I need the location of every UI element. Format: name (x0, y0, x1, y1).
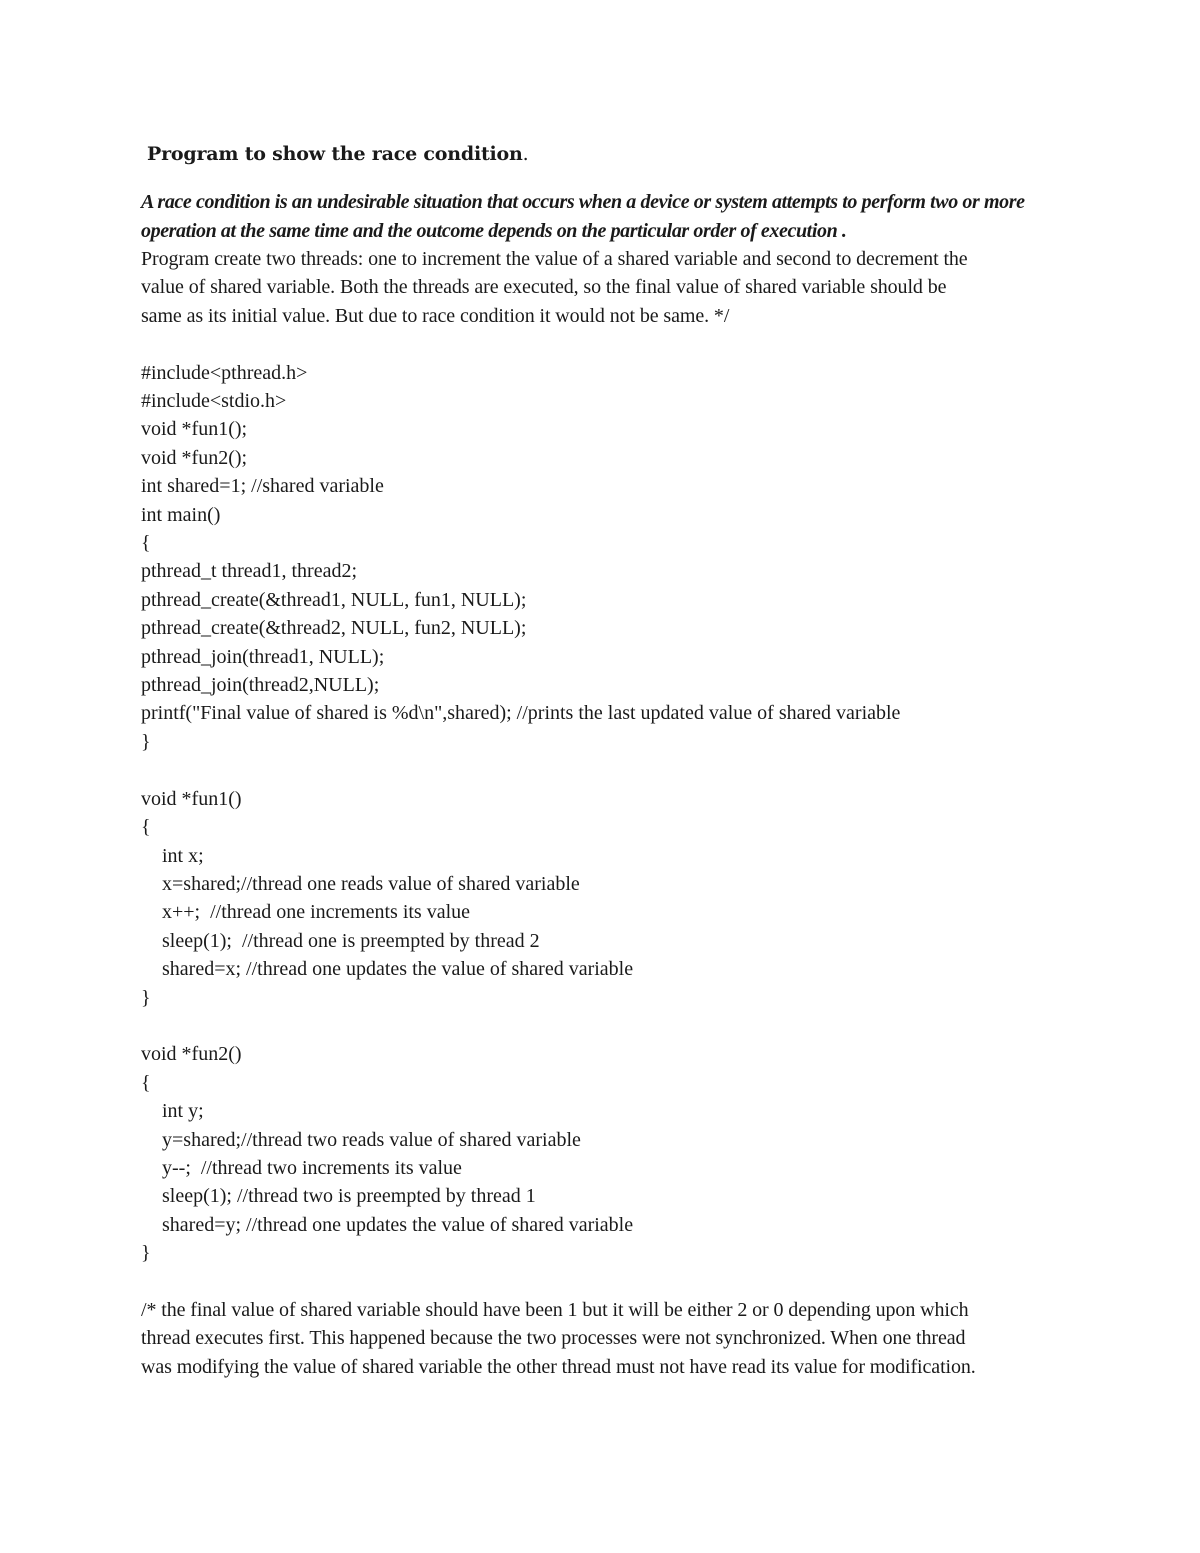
description-line: Program create two threads: one to increment the value of a shared variable and second to decrement the (141, 248, 968, 270)
code-line: #include<stdio.h> (141, 390, 287, 413)
program-description (141, 245, 1071, 330)
code-line: void *fun1(); (141, 418, 248, 441)
title-period: . (522, 143, 529, 165)
code-main (141, 359, 1071, 757)
description-line: value of shared variable. Both the threads are executed, so the final value of shared variable should be (141, 276, 947, 299)
code-line: pthread_join(thread2,NULL); (141, 674, 380, 697)
title-text: Program to show the race condition (147, 143, 523, 165)
code-line: sleep(1); //thread one is preempted by thread 2 (162, 929, 540, 952)
open-brace: { (141, 816, 151, 839)
code-line: x=shared;//thread one reads value of shared variable (162, 872, 580, 895)
conclusion-line: was modifying the value of shared variable the other thread must not have read its value for modification. (141, 1355, 976, 1378)
code-fun2 (141, 1040, 1071, 1267)
code-line: pthread_join(thread1, NULL); (141, 645, 385, 668)
description-line: same as its initial value. But due to race condition it would not be same. */ (141, 304, 730, 327)
code-line: sleep(1); //thread two is preempted by thread 1 (162, 1185, 536, 1208)
close-brace: } (141, 986, 151, 1009)
code-fun1 (141, 785, 1071, 1012)
conclusion-line: thread executes first. This happened because the two processes were not synchronized. When one thread (141, 1327, 966, 1350)
conclusion-line: /* the final value of shared variable should have been 1 but it will be either 2 or 0 depending upon which (141, 1298, 969, 1321)
function-signature: void *fun2() (141, 1043, 242, 1066)
close-brace: } (141, 1242, 151, 1265)
open-brace: { (141, 1071, 151, 1094)
code-line: } (141, 730, 151, 753)
code-line: y--; //thread two increments its value (162, 1156, 462, 1179)
code-line: pthread_create(&thread1, NULL, fun1, NULL); (141, 588, 527, 611)
code-line: shared=x; //thread one updates the value of shared variable (162, 958, 634, 981)
function-signature: void *fun1() (141, 787, 242, 810)
code-line: { (141, 532, 151, 555)
code-line: int y; (162, 1100, 204, 1123)
code-line: int x; (162, 844, 204, 867)
code-line: int shared=1; //shared variable (141, 475, 384, 498)
document-title (147, 140, 1071, 168)
code-line: pthread_t thread1, thread2; (141, 560, 358, 583)
race-condition-definition: A race condition is an undesirable situation that occurs when a device or system attempts to perform two or more operation at the same time and the outcome depends on the particular order of execution . (141, 191, 1025, 242)
code-line: shared=y; //thread one updates the value of shared variable (162, 1213, 634, 1236)
code-line: x++; //thread one increments its value (162, 901, 471, 924)
code-line: void *fun2(); (141, 446, 248, 469)
code-line: y=shared;//thread two reads value of shared variable (162, 1128, 581, 1151)
code-line: printf("Final value of shared is %d\n",shared); //prints the last updated value of shared variable (141, 702, 901, 725)
document-page (141, 140, 1071, 1381)
conclusion-comment (141, 1296, 1071, 1381)
code-line: pthread_create(&thread2, NULL, fun2, NULL); (141, 617, 527, 640)
code-line: #include<pthread.h> (141, 361, 308, 384)
code-line: int main() (141, 503, 221, 526)
